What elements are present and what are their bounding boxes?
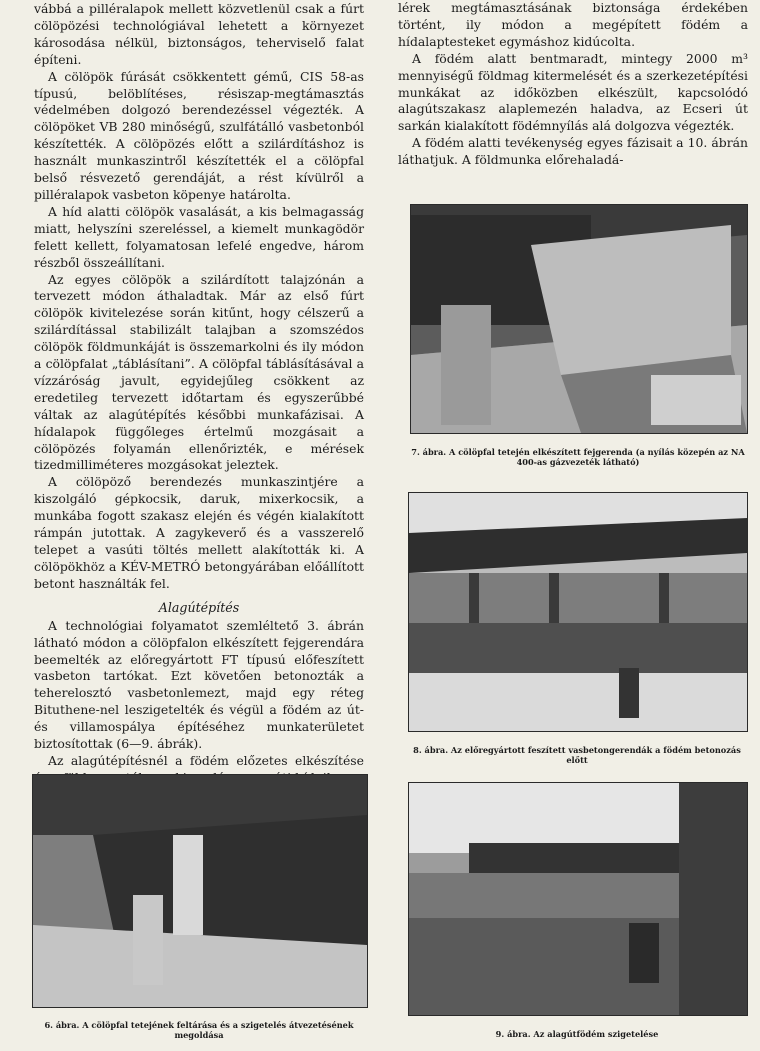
paragraph: vábbá a pilléralapok mellett közvetlenül csak a fúrt cölöpözési technológiával lehetett a környezet károsodása nélkül, biztonságos, teherviselő falat építeni. [34, 1, 364, 67]
paragraph: A cölöpök fúrását csökkentett gémű, CIS 58-as típusú, belöblítéses, résiszap-megtámasztás védelmében dolgozó berendezéssel végezték. A cölöpöket VB 280 minőségű, szulfátálló vasbetonból készítették. A cölöpözés előtt a szilárdításhoz is használt munkaszintről készítették el a cölöpfal belső résvezető gerendáját, a rést kívülről a pilléralapok vasbeton köpenye határolta. [34, 68, 364, 202]
figure-8-photo [408, 492, 748, 732]
paragraph: Az alagútépítésnél a födém előzetes elkészítése [48, 752, 364, 768]
right-text-column [398, 0, 748, 169]
paragraph: A cölöpöző berendezés munkaszintjére a kiszolgáló gépkocsik, daruk, mixerkocsik, a munkába fogott szakasz elején és végén kialakított rámpán jutottak. A zagykeverő és a vasszerelő telepet a vasúti töltés mellett alakították ki. A cölöpökhöz a KÉV-METRÓ betongyárában előállított betont használták fel. [34, 474, 364, 591]
paragraph: A födém alatti tevékenység egyes fázisait a 10. ábrán láthatjuk. A földmunka előrehaladá- [398, 135, 748, 168]
figure-7-photo [410, 204, 748, 434]
left-text-column [34, 0, 364, 787]
section-title: Alagútépítés [158, 599, 240, 615]
figure-6-caption: 6. ábra. A cölöpfal tetejének feltárása és a szigetelés átvezetésének megoldása [44, 1020, 354, 1040]
figure-9-photo [408, 782, 748, 1016]
figure-6-photo [32, 774, 368, 1008]
figure-8-caption: 8. ábra. Az előregyártott feszített vasbetongerendák a födém betonozás előtt [413, 745, 741, 765]
paragraph: lérek megtámasztásának biztonsága érdekében történt, ily módon a megépített födém a hídalaptesteket egymáshoz kidúcolta. [398, 0, 748, 49]
figure-7-caption: 7. ábra. A cölöpfal tetején elkészített fejgerenda (a nyílás közepén az NA 400-as gázvezeték látható) [411, 447, 745, 467]
paragraph: A híd alatti cölöpök vasalását, a kis belmagasság miatt, helyszíni szereléssel, a kiemelt munkagödör felett kellett, folyamatosan lefelé engedve, három részből összeállítani. [34, 203, 364, 270]
paragraph: Az egyes cölöpök a szilárdított talajzónán a tervezett módon áthaladtak. Már az első fúrt cölöpök kivitelezése során kitűnt, hogy célszerű a szilárdítással stabilizált talajban a szomszédos cölöpök földmunkáját is összemarkolni és ily módon a cölöpfalat „táblásítani”. A cölöpfal táblásításával a vízzáróság javult, egyidejűleg csökkent az eredetileg tervezett időtartam és egyszerűbbé váltak az alagútépítés későbbi munkafázisai. A hídalapok függőleges értelmű mozgásait a cölöpözés folyamán ellenőrizték, e mérések tizedmilliméteres mozgásokat jeleztek. [34, 271, 364, 473]
paragraph: A technológiai folyamatot szemléltető 3. ábrán látható módon a cölöpfalon elkészített fejgerendára beemelték az előregyártott FT típusú előfeszített vasbeton tartókat. Ezt követően betonozták a teherelosztó vasbetonlemezt, majd egy réteg Bituthene-nel leszigetelték és végül a födém az út- és villamospálya építéséhez munkaterületet biztosítottak (6—9. ábrák). [34, 617, 364, 752]
figure-9-caption: 9. ábra. Az alagútfödém szigetelése [495, 1029, 659, 1039]
paragraph: A födém alatt bentmaradt, mintegy 2000 m³ mennyiségű földmag kitermelését és a szerkezetépítési munkákat az időközben elkészült, kapcsolódó alagútszakasz alaplemezén haladva, az Ecseri út sarkán kialakított födémnyílás alá dolgozva végezték. [398, 50, 748, 134]
